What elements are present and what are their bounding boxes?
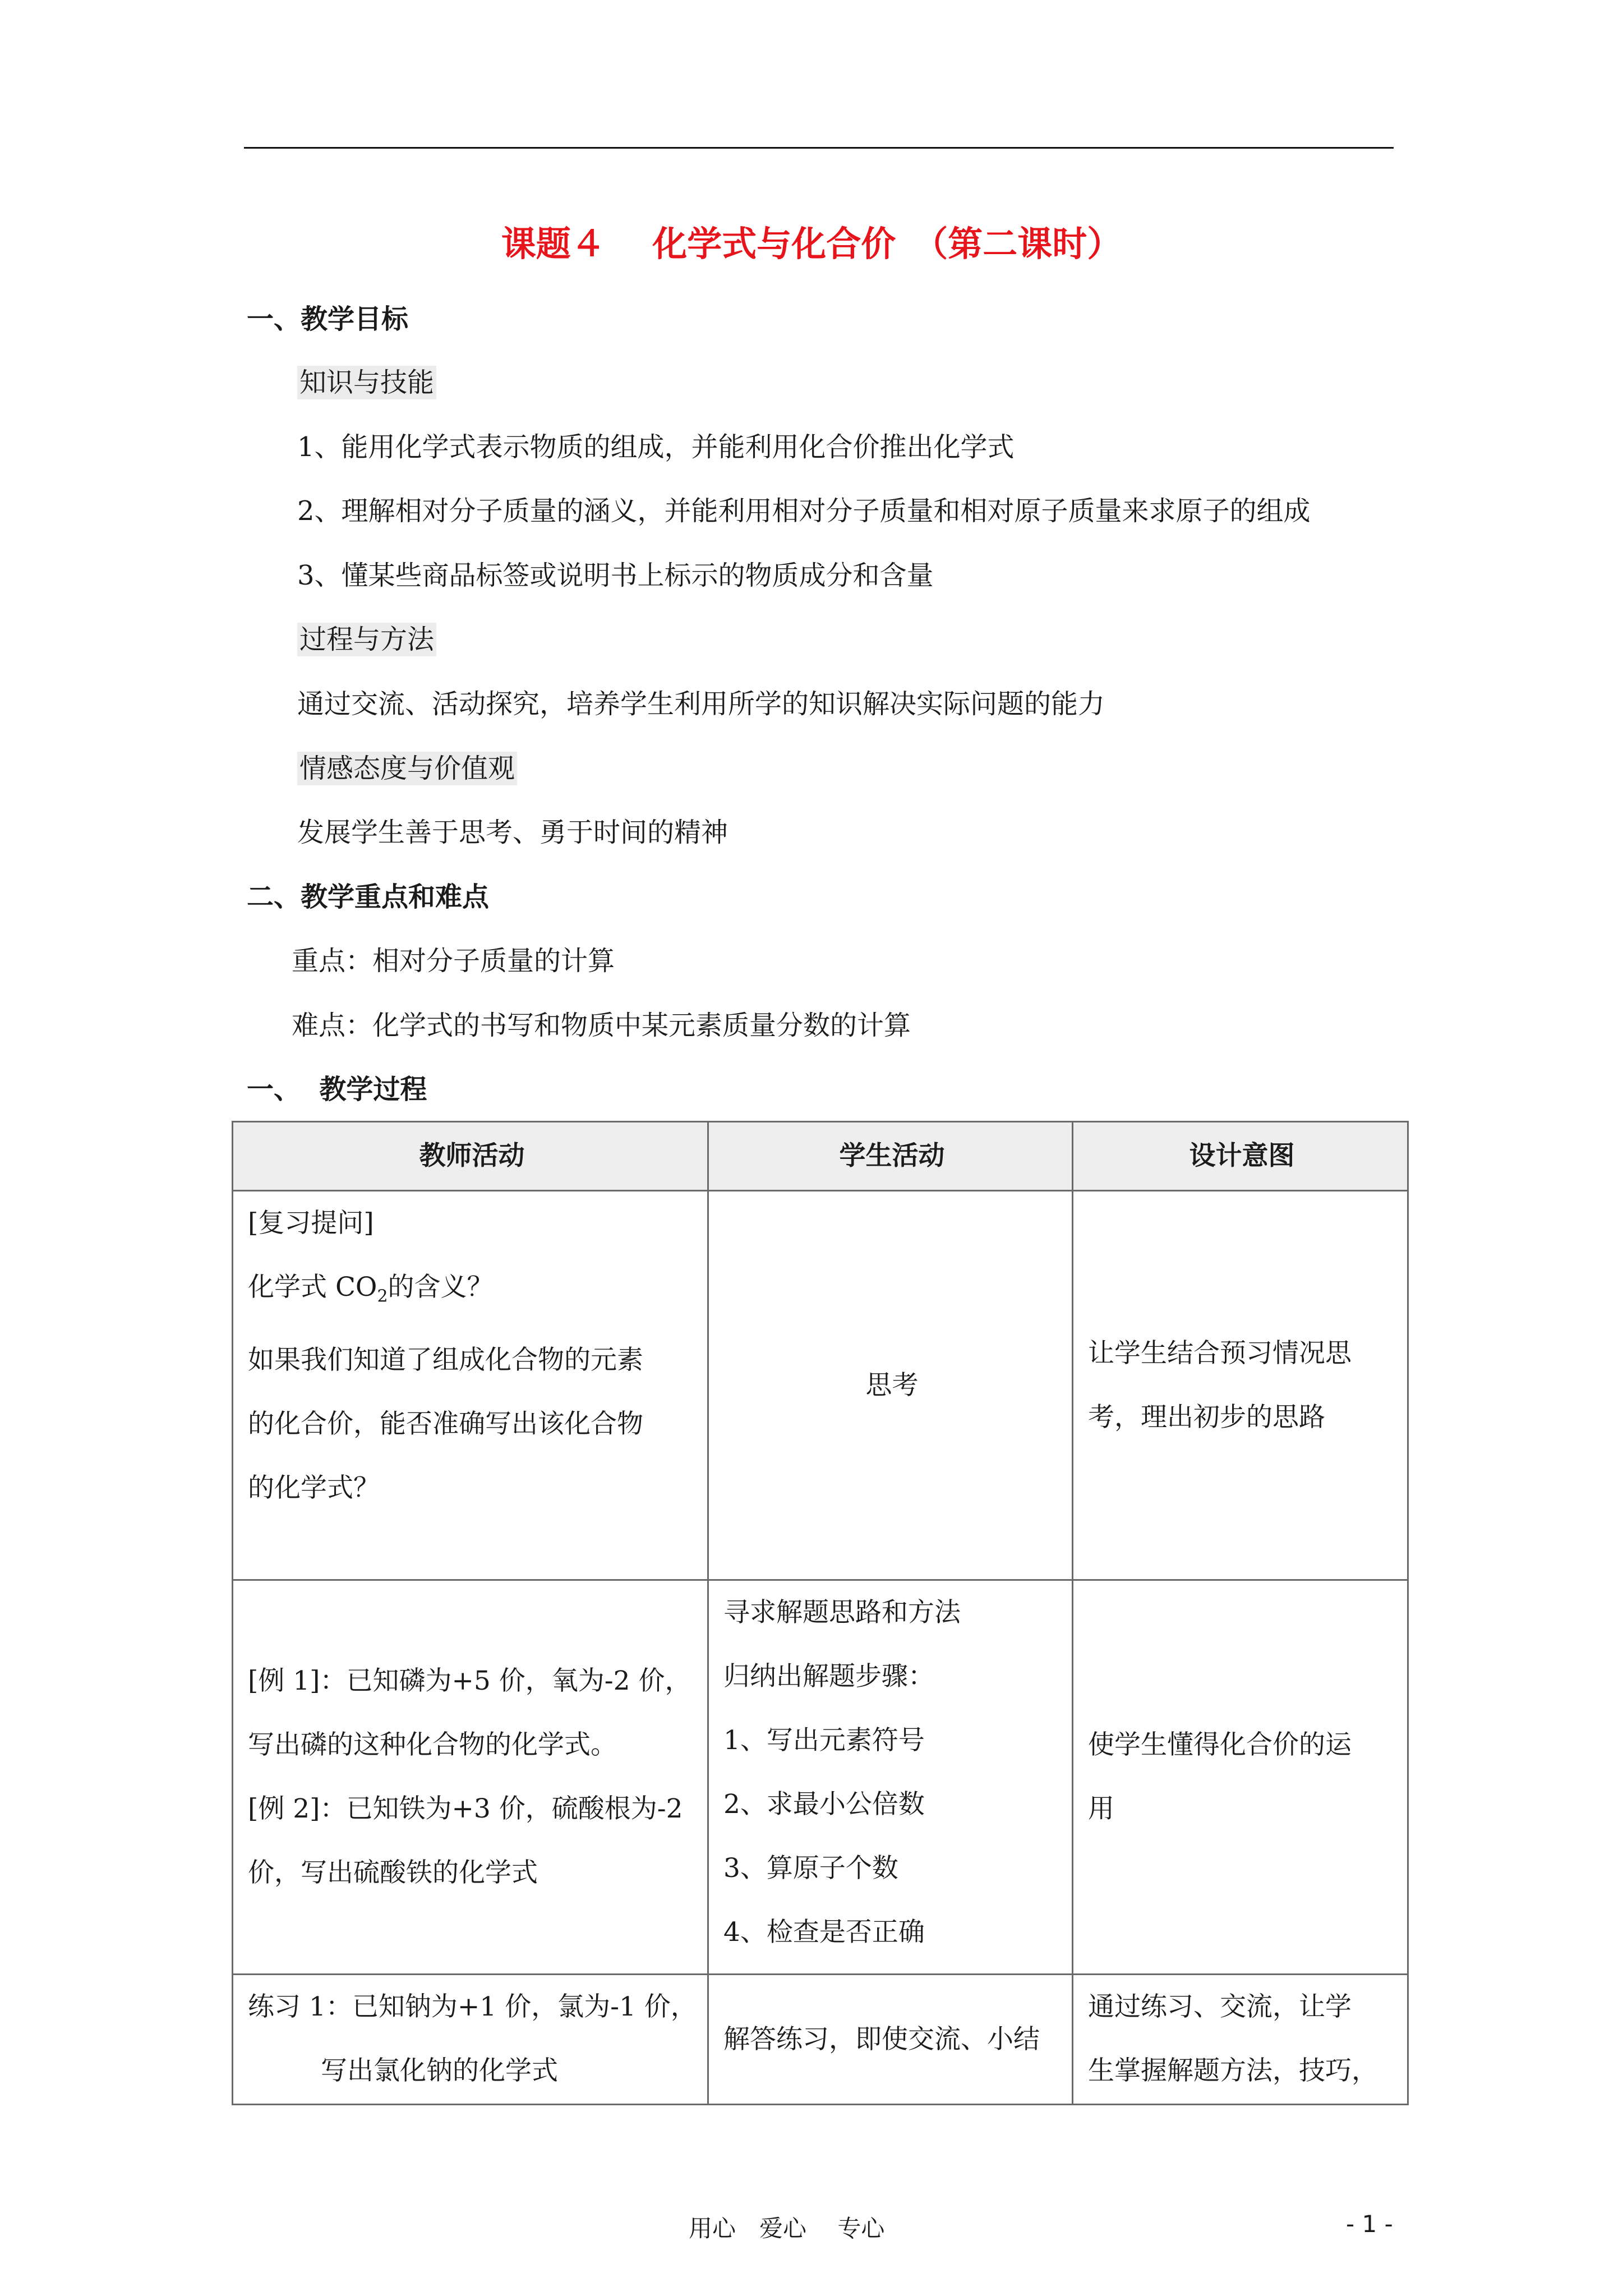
cell-line: 的化合价，能否准确写出该化合物 — [248, 1409, 643, 1440]
header-rule — [244, 147, 1394, 149]
knowledge-label: 知识与技能 — [297, 366, 436, 399]
formula-tail: 的含义？ — [388, 1272, 494, 1303]
cell-line: 让学生结合预习情况思 — [1088, 1337, 1352, 1369]
table-row — [233, 1975, 1408, 2105]
process-label: 过程与方法 — [297, 623, 436, 656]
cell-line: 考，理出初步的思路 — [1088, 1401, 1325, 1433]
objective-k3: 3、懂某些商品标签或说明书上标示的物质成分和含量 — [297, 560, 934, 591]
cell-teacher — [233, 1580, 708, 1975]
cell-line: 写出氯化钠的化学式 — [321, 2055, 558, 2086]
cell-line: 1、写出元素符号 — [723, 1725, 925, 1756]
emotion-label: 情感态度与价值观 — [297, 752, 517, 785]
cell-line: 2、求最小公倍数 — [723, 1789, 925, 1820]
header-student: 学生活动 — [708, 1122, 1073, 1191]
cell-line: 如果我们知道了组成化合物的元素 — [248, 1345, 643, 1376]
objective-e1: 发展学生善于思考、勇于时间的精神 — [297, 817, 728, 848]
cell-line: 归纳出解题步骤： — [723, 1661, 934, 1692]
objective-p1: 通过交流、活动探究，培养学生利用所学的知识解决实际问题的能力 — [297, 688, 1105, 720]
table-row — [233, 1191, 1408, 1580]
cell-line: 价，写出硫酸铁的化学式 — [248, 1857, 538, 1888]
cell-line: 4、检查是否正确 — [723, 1917, 925, 1948]
page-title: 课题４ 化学式与化合价 （第二课时） — [501, 223, 1122, 264]
header-design: 设计意图 — [1073, 1122, 1408, 1191]
table-header-row — [233, 1122, 1408, 1191]
cell-design — [1073, 1975, 1408, 2105]
objective-k2: 2、理解相对分子质量的涵义，并能利用相对分子质量和相对原子质量来求原子的组成 — [297, 495, 1311, 527]
formula-subscript: 2 — [377, 1286, 388, 1306]
header-teacher: 教师活动 — [233, 1122, 708, 1191]
cell-line: 练习 1：已知钠为+1 价，氯为-1 价， — [248, 1991, 697, 2022]
cell-line: 3、算原子个数 — [723, 1853, 898, 1884]
formula-text: 化学式 CO — [248, 1272, 377, 1303]
cell-student — [708, 1191, 1073, 1580]
section-heading-process: 一、 教学过程 — [247, 1074, 427, 1105]
cell-student — [708, 1975, 1073, 2105]
objective-k1: 1、能用化学式表示物质的组成，并能利用化合价推出化学式 — [297, 431, 1015, 463]
section-heading-objectives: 一、教学目标 — [247, 303, 409, 335]
subheading-process — [297, 618, 436, 656]
page-number: - 1 - — [1346, 2210, 1393, 2238]
footer-motto: 用心 爱心 专心 — [689, 2215, 885, 2242]
cell-line: 解答练习，即使交流、小结 — [723, 2023, 1040, 2055]
cell-line: 的化学式？ — [248, 1473, 380, 1504]
cell-line — [248, 1255, 696, 1328]
key-point: 重点：相对分子质量的计算 — [292, 945, 615, 977]
cell-line: 生掌握解题方法，技巧， — [1088, 2055, 1378, 2086]
cell-line: 思考 — [865, 1369, 919, 1401]
cell-design — [1073, 1580, 1408, 1975]
cell-line: [复习提问] — [248, 1208, 374, 1239]
cell-line: 用 — [1088, 1793, 1114, 1824]
cell-line: [例 1]：已知磷为+5 价，氧为-2 价， — [248, 1665, 691, 1696]
cell-line: 使学生懂得化合价的运 — [1088, 1729, 1352, 1760]
cell-line: [例 2]：已知铁为+3 价，硫酸根为-2 — [248, 1793, 683, 1824]
cell-line: 通过练习、交流，让学 — [1088, 1991, 1352, 2022]
subheading-emotion — [297, 747, 517, 785]
section-heading-keypoints: 二、教学重点和难点 — [247, 881, 490, 913]
table-row — [233, 1580, 1408, 1975]
lesson-table — [232, 1121, 1409, 2105]
cell-student — [708, 1580, 1073, 1975]
subheading-knowledge — [297, 361, 436, 399]
cell-teacher — [233, 1191, 708, 1580]
difficult-point: 难点：化学式的书写和物质中某元素质量分数的计算 — [292, 1010, 911, 1041]
cell-design — [1073, 1191, 1408, 1580]
cell-line: 寻求解题思路和方法 — [723, 1597, 961, 1628]
cell-line: 写出磷的这种化合物的化学式。 — [248, 1729, 617, 1760]
cell-teacher — [233, 1975, 708, 2105]
